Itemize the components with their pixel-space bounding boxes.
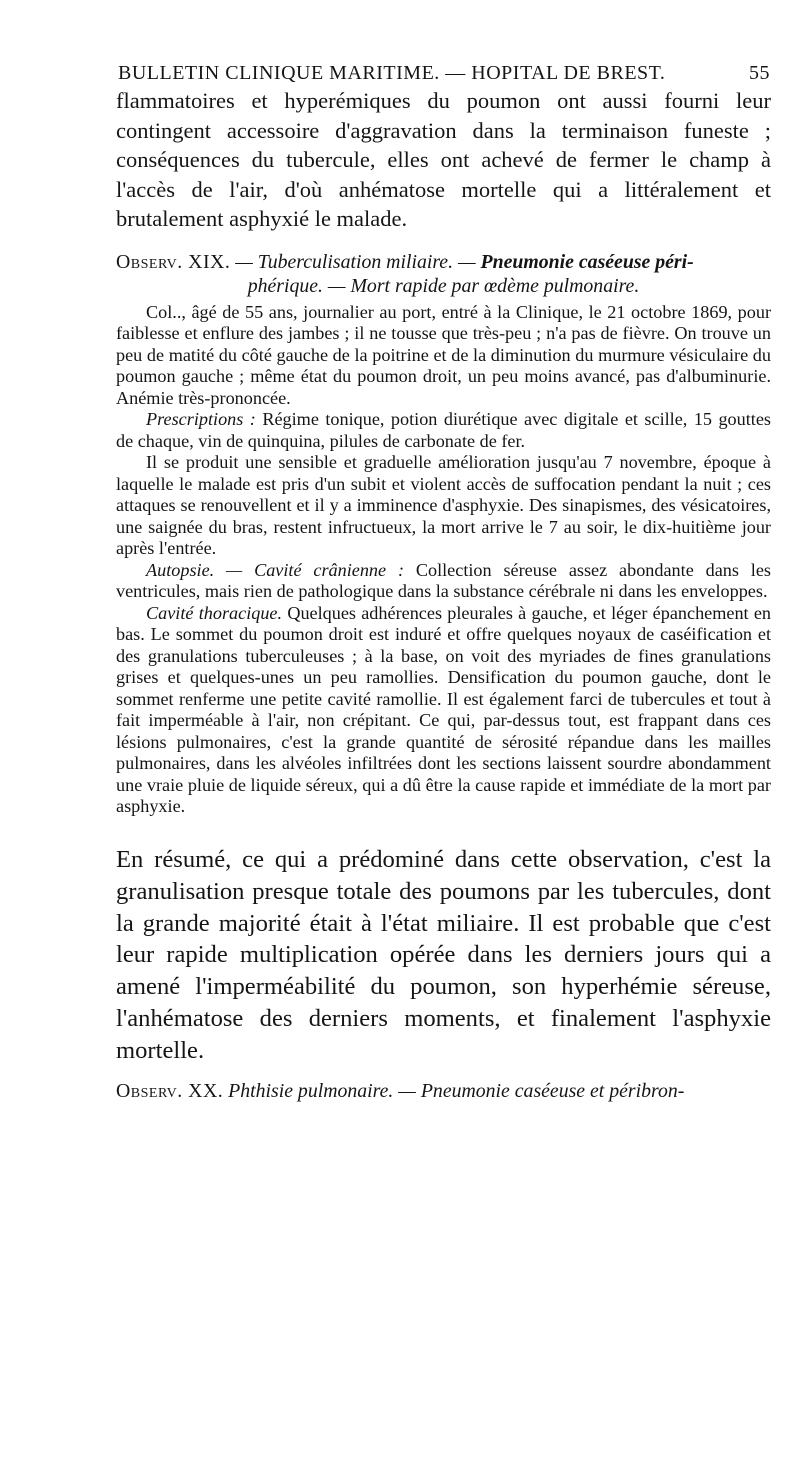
observation-19-title-c: phérique. — Mort rapide par œdème pulmonaire. <box>247 274 640 297</box>
intro-paragraph: flammatoires et hyperémiques du poumon ont aussi fourni leur contingent accessoire d'aggravation dans la terminaison funeste ; conséquences du tubercule, elles ont achevé de fermer le champ à l'accès de l'air, d'où anhématose mortelle qui a littéralement et brutalement asphyxié le malade. <box>116 88 771 232</box>
prescriptions-text: Régime tonique, potion diurétique avec digitale et scille, 15 gouttes de chaque, vin de quinquina, pilules de carbonate de fer. <box>116 409 772 451</box>
page-body <box>116 86 771 1103</box>
conclusion-paragraph: En résumé, ce qui a prédominé dans cette observation, c'est la granulisation presque totale des poumons par les tubercules, dont la grande majorité était à l'état miliaire. Il est probable que c'est leur rapide multiplication opérée dans les derniers jours qui a amené l'imperméabilité du poumon, son hyperhémie séreuse, l'anhématose des derniers moments, et finalement l'asphyxie mortelle. <box>116 845 771 1064</box>
observation-19-prescriptions <box>116 409 771 452</box>
running-head-title: BULLETIN CLINIQUE MARITIME. — HOPITAL DE BREST. <box>118 62 666 84</box>
observation-19-course-paragraph: Il se produit une sensible et graduelle amélioration jusqu'au 7 novembre, époque à laquelle le malade est pris d'un subit et violent accès de suffocation pendant la nuit ; ces attaques se renouvellent et il y a imminence d'asphyxie. Des sinapismes, des vésicatoires, une saignée du bras, restent infructueux, la mort arrive le 7 au soir, le dix-huitième jour après l'entrée. <box>116 452 771 559</box>
prescriptions-label: Prescriptions : <box>146 409 256 430</box>
observation-19-case-paragraph: Col.., âgé de 55 ans, journalier au port, entré à la Clinique, le 21 octobre 1869, pour faiblesse et enflure des jambes ; il ne tousse que très-peu ; n'a pas de fièvre. On trouve un peu de matité du côté gauche de la poitrine et de la diminution du murmure vésiculaire du poumon gauche ; même état du poumon droit, un peu moins avancé, pas d'albuminurie. Anémie très-prononcée. <box>116 301 771 408</box>
observation-20-title-b: Pneumonie caséeuse et péribron- <box>420 1079 685 1102</box>
observation-20-heading <box>116 1079 771 1103</box>
observation-19-title-a: — Tuberculisation miliaire. — <box>235 250 476 273</box>
thoracic-cavity-label: Cavité thoracique. <box>146 602 283 623</box>
observation-19-thoracic-paragraph <box>116 603 771 818</box>
thoracic-cavity-text: Quelques adhérences pleurales à gauche, et léger épanchement en bas. Le sommet du poumon droit est induré et offre quelques noyaux de caséification et des granulations tuberculeuses ; à la base, on voit des myriades de fines granulations grises et quelques-unes un peu ramollies. Densification du poumon gauche, dont le sommet renferme une petite cavité ramollie. Il est également farci de tubercules et tout à fait imperméable à l'air, non crépitant. Ce qui, par-dessus tout, est frappant dans ces lésions pulmonaires, c'est la grande quantité de sérosité répandue dans les mailles pulmonaires, dans les alvéoles infiltrées dont les sections laissent sourdre abondamment une vraie pluie de liquide séreux, qui a dû être la cause rapide et immédiate de la mort par asphyxie. <box>116 602 772 817</box>
observation-19-title-b: Pneumonie caséeuse péri- <box>480 250 694 273</box>
running-head <box>118 62 770 88</box>
observation-20-label: Observ. XX. <box>116 1079 224 1102</box>
observation-19-heading <box>116 250 771 298</box>
autopsy-cranial-text: Collection séreuse assez abondante dans les ventricules, mais rien de pathologique dans la substance cérébrale ni dans les enveloppes. <box>116 559 771 602</box>
autopsy-label: Autopsie. — <box>146 559 243 580</box>
observation-19-autopsy-paragraph <box>116 560 771 603</box>
observation-20-title-a: Phthisie pulmonaire. — <box>228 1079 416 1102</box>
page-number: 55 <box>749 62 770 84</box>
observation-19-label: Observ. XIX. <box>116 250 231 273</box>
cranial-cavity-label: Cavité crânienne : <box>254 559 404 580</box>
